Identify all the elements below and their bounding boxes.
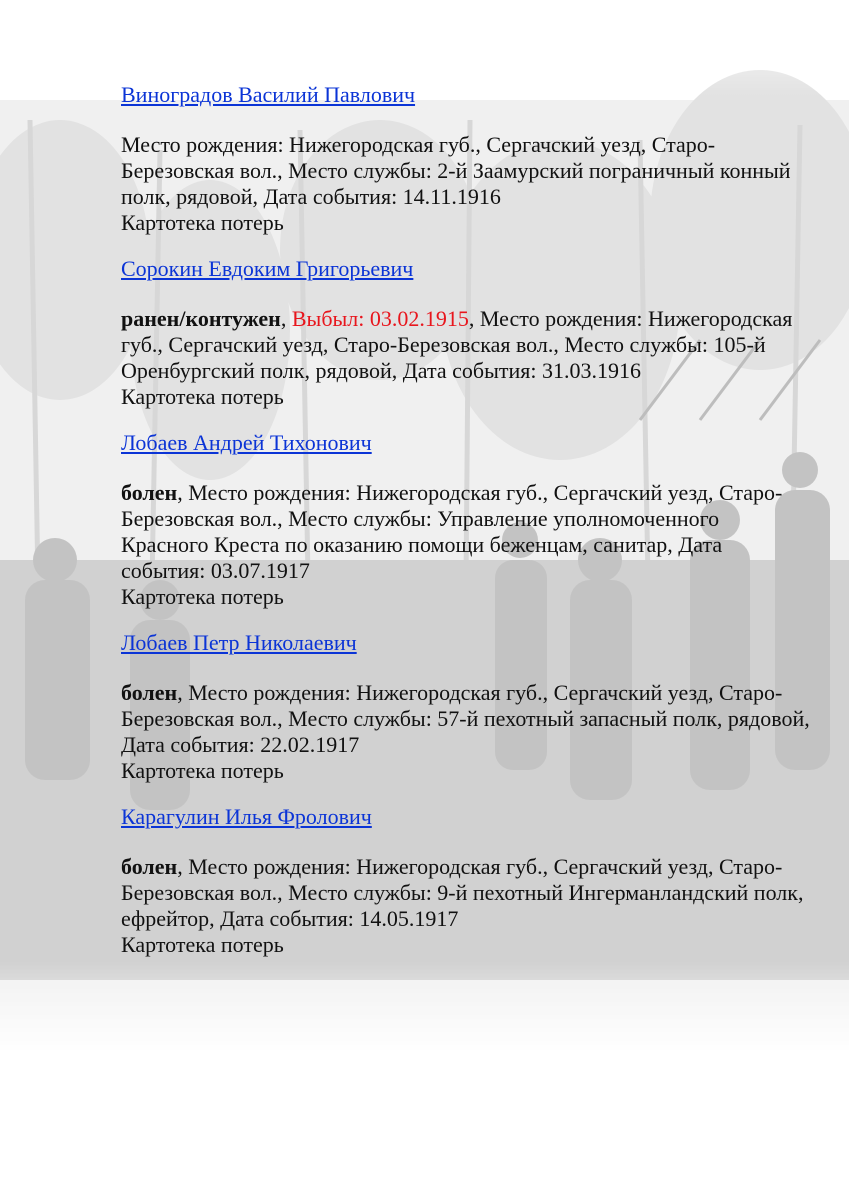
event-details: , Место рождения: Нижегородская губ., Сергачский уезд, Старо-Березовская вол., Место службы: 105-й Оренбургский полк, рядовой, Дата события: 31.03.1916: [121, 306, 793, 383]
person-name-link[interactable]: Лобаев Андрей Тихонович: [121, 430, 372, 455]
person-name-link[interactable]: Карагулин Илья Фролович: [121, 804, 372, 829]
event-details: , Место рождения: Нижегородская губ., Сергачский уезд, Старо-Березовская вол., Место службы: 57-й пехотный запасный полк, рядовой, Дата события: 22.02.1917: [121, 680, 810, 757]
list-item: [121, 430, 811, 610]
status-label: ранен/контужен: [121, 306, 281, 331]
status-label: болен: [121, 854, 178, 879]
event-details: , Место рождения: Нижегородская губ., Сергачский уезд, Старо-Березовская вол., Место службы: 9-й пехотный Ингерманландский полк, ефрейтор, Дата события: 14.05.1917: [121, 854, 804, 931]
status-label: болен: [121, 680, 178, 705]
losses-list: [121, 82, 811, 978]
entry-details: [121, 854, 811, 932]
source-label: Картотека потерь: [121, 758, 284, 783]
entry-details: ранен/контужен, Выбыл: 03.02.1915, Место рождения: Нижегородская губ., Сергачский уезд, Старо-Березовская вол., Место службы: 105-й Оренбургский полк, рядовой, Дата события: 31.03.1916: [121, 306, 793, 383]
entry-details: [121, 680, 811, 758]
list-item: [121, 256, 811, 410]
status-label: болен: [121, 480, 178, 505]
person-name-link[interactable]: Виноградов Василий Павлович: [121, 82, 416, 107]
source-label: Картотека потерь: [121, 932, 284, 957]
list-item: [121, 82, 811, 236]
source-label: Картотека потерь: [121, 210, 284, 235]
source-label: Картотека потерь: [121, 584, 284, 609]
entry-details: [121, 132, 811, 210]
person-name-link[interactable]: Лобаев Петр Николаевич: [121, 630, 357, 655]
list-item: [121, 804, 811, 958]
person-name-link[interactable]: Сорокин Евдоким Григорьевич: [121, 256, 414, 281]
event-details: Место рождения: Нижегородская губ., Сергачский уезд, Старо-Березовская вол., Место службы: 2-й Заамурский пограничный конный полк, рядовой, Дата события: 14.11.1916: [121, 132, 791, 209]
list-item: [121, 630, 811, 784]
event-details: , Место рождения: Нижегородская губ., Сергачский уезд, Старо-Березовская вол., Место службы: Управление уполномоченного Красного Креста по оказанию помощи беженцам, санитар, Дата события: 03.07.1917: [121, 480, 783, 583]
dropped-date: Выбыл: 03.02.1915: [291, 306, 469, 331]
entry-details: [121, 480, 811, 584]
source-label: Картотека потерь: [121, 384, 284, 409]
